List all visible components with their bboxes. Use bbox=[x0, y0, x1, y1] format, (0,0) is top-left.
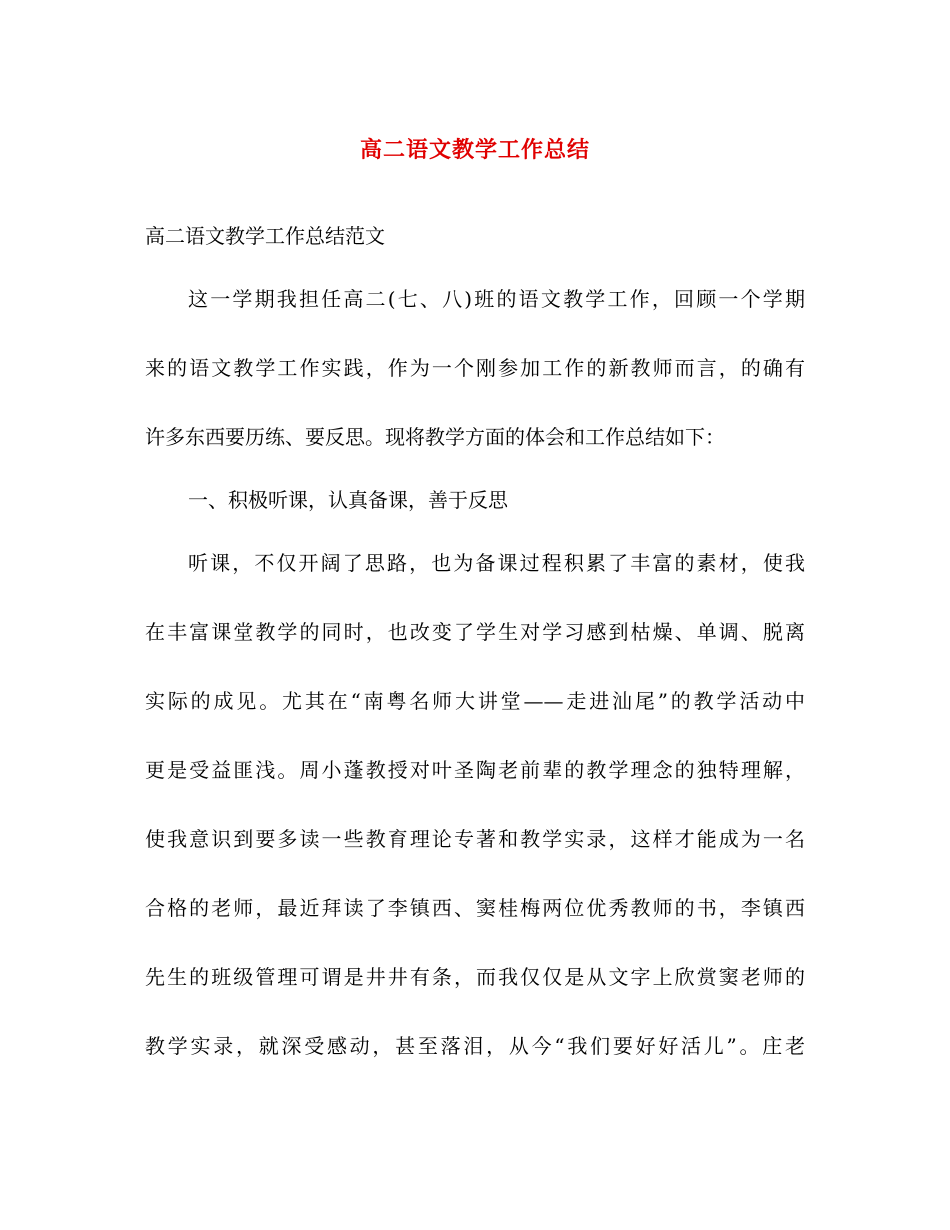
paragraph-line: 教学实录，就深受感动，甚至落泪，从今“我们要好好活儿”。庄老 bbox=[145, 1034, 805, 1058]
paragraph-line: 许多东西要历练、要反思。现将教学方面的体会和工作总结如下： bbox=[145, 425, 725, 449]
paragraph-line: 使我意识到要多读一些教育理论专著和教学实录，这样才能成为一名 bbox=[145, 827, 805, 851]
paragraph-line: 实际的成见。尤其在“南粤名师大讲堂——走进汕尾”的教学活动中 bbox=[145, 689, 805, 713]
document-subtitle: 高二语文教学工作总结范文 bbox=[145, 224, 385, 248]
paragraph-line: 更是受益匪浅。周小蓬教授对叶圣陶老前辈的教学理念的独特理解， bbox=[145, 758, 805, 782]
paragraph-line: 合格的老师，最近拜读了李镇西、窦桂梅两位优秀教师的书，李镇西 bbox=[145, 896, 805, 920]
paragraph-line: 先生的班级管理可谓是井井有条，而我仅仅是从文字上欣赏窦老师的 bbox=[145, 965, 805, 989]
paragraph-line: 在丰富课堂教学的同时，也改变了学生对学习感到枯燥、单调、脱离 bbox=[145, 620, 805, 644]
paragraph-line: 来的语文教学工作实践，作为一个刚参加工作的新教师而言，的确有 bbox=[145, 356, 805, 380]
paragraph-line: 听课，不仅开阔了思路，也为备课过程积累了丰富的素材，使我 bbox=[188, 551, 805, 575]
paragraph-line: 这一学期我担任高二(七、八)班的语文教学工作，回顾一个学期 bbox=[188, 287, 805, 311]
section-heading: 一、积极听课，认真备课，善于反思 bbox=[188, 488, 508, 512]
document-title: 高二语文教学工作总结 bbox=[359, 137, 590, 163]
